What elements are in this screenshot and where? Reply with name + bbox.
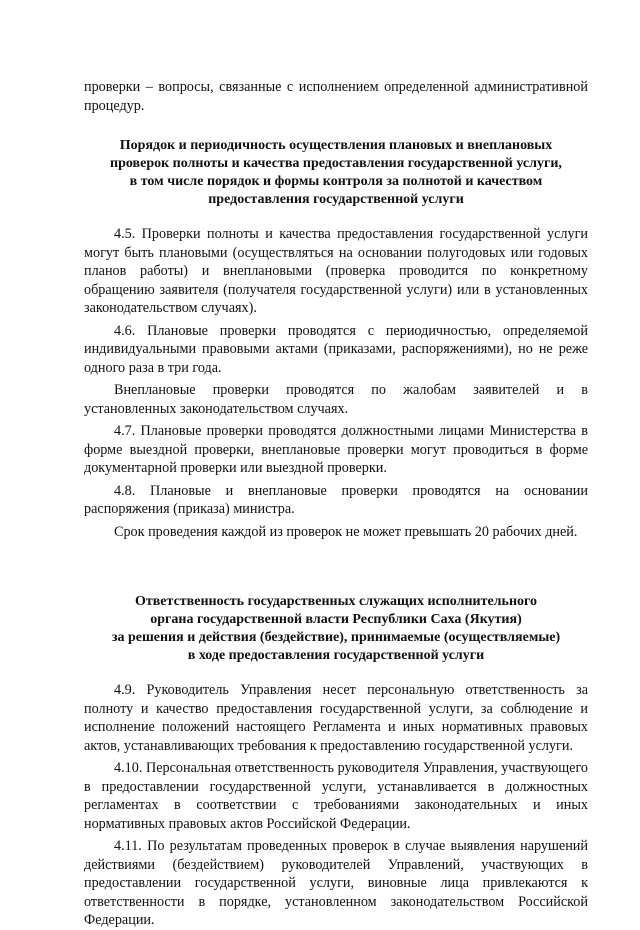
heading-line: проверок полноты и качества предоставления государственной услуги, [110, 156, 562, 171]
section-heading-inspections [84, 137, 588, 209]
heading-line: органа государственной власти Республики Саха (Якутия) [150, 612, 522, 627]
heading-line: Порядок и периодичность осуществления плановых и внеплановых [119, 138, 553, 153]
intro-paragraph: проверки – вопросы, связанные с исполнением определенной административной процедур. [84, 79, 588, 114]
paragraph-4-10: 4.10. Персональная ответственность руководителя Управления, участвующего в предоставлении государственной услуги, устанавливается в должностных регламентах в соответствии с требованиями законодательных и иных нормативных правовых актов Российской Федерации. [84, 760, 588, 832]
section-heading-responsibility [84, 593, 588, 665]
heading-line: в ходе предоставления государственной услуги [187, 648, 485, 663]
paragraph-4-6: 4.6. Плановые проверки проводятся с периодичностью, определяемой индивидуальными правовыми актами (приказами, распоряжениями), но не реже одного раза в три года. [84, 322, 588, 376]
heading-line: в том числе порядок и формы контроля за полнотой и качеством [129, 174, 543, 189]
heading-line: предоставления государственной услуги [208, 192, 464, 207]
paragraph-4-5: 4.5. Проверки полноты и качества предоставления государственной услуги могут быть плановыми (осуществляться на основании полугодовых или годовых планов работы) и внеплановыми (проверка проводится по конкретному обращению заявителя (получателя государственной услуги) или в установленных законодательством случаях). [84, 226, 588, 316]
paragraph-unscheduled: Внеплановые проверки проводятся по жалобам заявителей и в установленных законодательством случаях. [84, 382, 588, 417]
heading-line: Ответственность государственных служащих исполнительного [134, 594, 538, 609]
paragraph-4-11: 4.11. По результатам проведенных проверок в случае выявления нарушений действиями (бездействием) руководителей Управлений, участвующих в предоставлении государственной услуги, виновные лица привлекаются к ответственности в порядке, установленном законодательством Российской Федерации. [84, 838, 588, 928]
paragraph-4-7: 4.7. Плановые проверки проводятся должностными лицами Министерства в форме выездной проверки, внеплановые проверки могут проводиться в форме документарной проверки или выездной проверки. [84, 423, 588, 476]
paragraph-deadline: Срок проведения каждой из проверок не может превышать 20 рабочих дней. [114, 523, 578, 540]
paragraph-4-8: 4.8. Плановые и внеплановые проверки проводятся на основании распоряжения (приказа) министра. [84, 482, 588, 517]
heading-line: за решения и действия (бездействие), принимаемые (осуществляемые) [111, 630, 561, 645]
paragraph-4-9: 4.9. Руководитель Управления несет персональную ответственность за полноту и качество предоставления государственной услуги, за соблюдение и исполнение положений настоящего Регламента и иных нормативных правовых актов, устанавливающих требования к предоставлению государственной услуги. [84, 682, 588, 754]
